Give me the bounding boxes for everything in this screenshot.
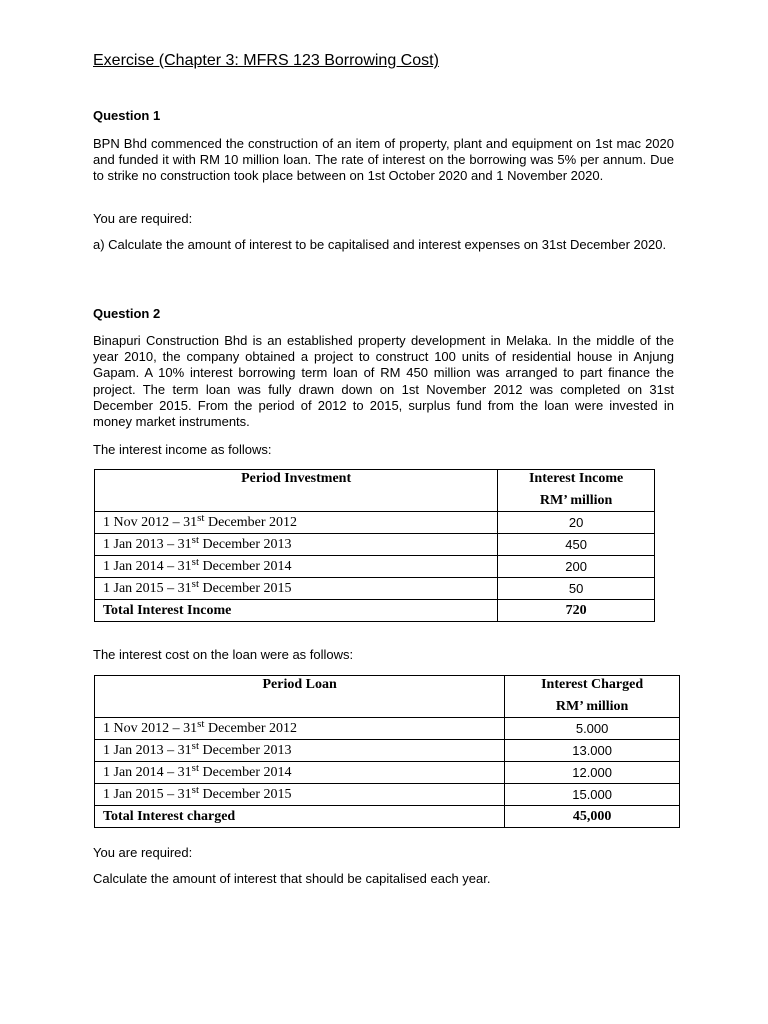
column-header-interest-charged (505, 676, 680, 718)
table-row (95, 556, 655, 578)
value-cell: 20 (498, 512, 655, 534)
document-title: Exercise (Chapter 3: MFRS 123 Borrowing Cost) (93, 52, 439, 69)
period-cell: 1 Jan 2015 – 31st December 2015 (95, 784, 505, 806)
value-cell: 12.000 (505, 762, 680, 784)
value-cell: 13.000 (505, 740, 680, 762)
total-value: 720 (498, 600, 655, 622)
question-2-task: Calculate the amount of interest that should be capitalised each year. (93, 871, 491, 886)
column-header-line2: RM’ million (555, 699, 629, 714)
period-cell: 1 Nov 2012 – 31st December 2012 (95, 512, 498, 534)
table-row (95, 762, 680, 784)
column-header-period: Period Loan (95, 676, 505, 718)
table-row (95, 784, 680, 806)
table-row (95, 578, 655, 600)
question-1-paragraph: BPN Bhd commenced the construction of an item of property, plant and equipment on 1st mac 2020 and funded it with RM 10 million loan. The rate of interest on the borrowing was 5% per annum. Due to strike no construction took place between on 1st October 2020 and 1 November 2020. (93, 136, 674, 184)
question-1-required: You are required: (93, 211, 193, 226)
question-2-paragraph: Binapuri Construction Bhd is an established property development in Melaka. In the middle of the year 2010, the company obtained a project to construct 100 units of residential house in Anjung Gapam. A 10% interest borrowing term loan of RM 450 million was arranged to part finance the project. The term loan was fully drawn down on 1st November 2012 was completed on 31st December 2015. From the period of 2012 to 2015, surplus fund from the loan were invested in money market instruments. (93, 333, 674, 430)
value-cell: 450 (498, 534, 655, 556)
value-cell: 50 (498, 578, 655, 600)
period-cell: 1 Nov 2012 – 31st December 2012 (95, 718, 505, 740)
total-value: 45,000 (505, 806, 680, 828)
interest-cost-table (94, 675, 680, 828)
period-cell: 1 Jan 2014 – 31st December 2014 (95, 762, 505, 784)
value-cell: 15.000 (505, 784, 680, 806)
table-row (95, 534, 655, 556)
table-row (95, 718, 680, 740)
table-total-row (95, 600, 655, 622)
column-header-period: Period Investment (95, 470, 498, 512)
income-intro: The interest income as follows: (93, 442, 272, 457)
question-2-required: You are required: (93, 845, 193, 860)
total-label: Total Interest Income (95, 600, 498, 622)
column-header-interest-income (498, 470, 655, 512)
period-cell: 1 Jan 2015 – 31st December 2015 (95, 578, 498, 600)
column-header-line1: Interest Income (528, 471, 624, 486)
value-cell: 200 (498, 556, 655, 578)
table-total-row (95, 806, 680, 828)
table-header-row (95, 470, 655, 512)
total-label: Total Interest charged (95, 806, 505, 828)
value-cell: 5.000 (505, 718, 680, 740)
column-header-line2: RM’ million (539, 493, 613, 508)
period-cell: 1 Jan 2013 – 31st December 2013 (95, 534, 498, 556)
question-2-heading: Question 2 (93, 306, 161, 321)
question-1-task: a) Calculate the amount of interest to be capitalised and interest expenses on 31st December 2020. (93, 237, 667, 252)
period-cell: 1 Jan 2013 – 31st December 2013 (95, 740, 505, 762)
interest-income-table (94, 469, 655, 622)
column-header-line1: Interest Charged (541, 677, 644, 692)
table-row (95, 740, 680, 762)
table-header-row (95, 676, 680, 718)
question-1-heading: Question 1 (93, 108, 161, 123)
table-row (95, 512, 655, 534)
cost-intro: The interest cost on the loan were as follows: (93, 647, 354, 662)
period-cell: 1 Jan 2014 – 31st December 2014 (95, 556, 498, 578)
